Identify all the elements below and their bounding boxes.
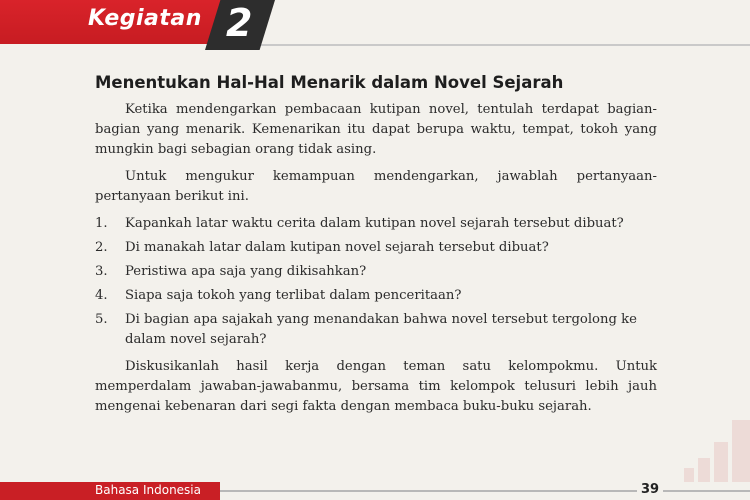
- activity-number: 2: [226, 1, 253, 45]
- book-title: Bahasa Indonesia: [95, 483, 201, 497]
- question-item: [95, 238, 657, 258]
- page-footer: [0, 482, 750, 500]
- page-body: [95, 100, 657, 424]
- question-list: [95, 214, 657, 350]
- question-item: [95, 262, 657, 282]
- decorative-bars: [630, 402, 750, 482]
- question-text: Peristiwa apa saja yang dikisahkan?: [125, 264, 367, 279]
- question-text: Siapa saja tokoh yang terlibat dalam penceritaan?: [125, 288, 462, 303]
- question-item: [95, 214, 657, 234]
- question-number: 5.: [95, 312, 108, 327]
- question-number: 1.: [95, 216, 108, 231]
- instruction-paragraph: Untuk mengukur kemampuan mendengarkan, jawablah pertanyaan-pertanyaan berikut ini.: [95, 169, 657, 204]
- closing-paragraph: Diskusikanlah hasil kerja dengan teman satu kelompokmu. Untuk memperdalam jawaban-jawabanmu, bersama tim kelompok telusuri lebih jauh mengenai kebenaran dari segi fakta dengan membaca buku-buku sejarah.: [95, 359, 657, 414]
- question-text: Kapankah latar waktu cerita dalam kutipan novel sejarah tersebut dibuat?: [125, 216, 624, 231]
- question-number: 2.: [95, 240, 108, 255]
- question-number: 4.: [95, 288, 108, 303]
- question-number: 3.: [95, 264, 108, 279]
- activity-label: Kegiatan: [88, 6, 202, 31]
- banner-divider: [255, 44, 750, 46]
- footer-divider: [220, 490, 750, 492]
- page-number: 39: [637, 482, 663, 497]
- question-text: Di bagian apa sajakah yang menandakan bahwa novel tersebut tergolong ke dalam novel sejarah?: [125, 312, 637, 347]
- section-title: Menentukan Hal-Hal Menarik dalam Novel Sejarah: [95, 73, 564, 92]
- question-text: Di manakah latar dalam kutipan novel sejarah tersebut dibuat?: [125, 240, 549, 255]
- question-item: [95, 310, 657, 350]
- intro-paragraph: Ketika mendengarkan pembacaan kutipan novel, tentulah terdapat bagian-bagian yang menarik. Kemenarikan itu dapat berupa waktu, tempat, tokoh yang mungkin bagi sebagian orang tidak asing.: [95, 102, 657, 157]
- question-item: [95, 286, 657, 306]
- activity-banner: [0, 0, 750, 50]
